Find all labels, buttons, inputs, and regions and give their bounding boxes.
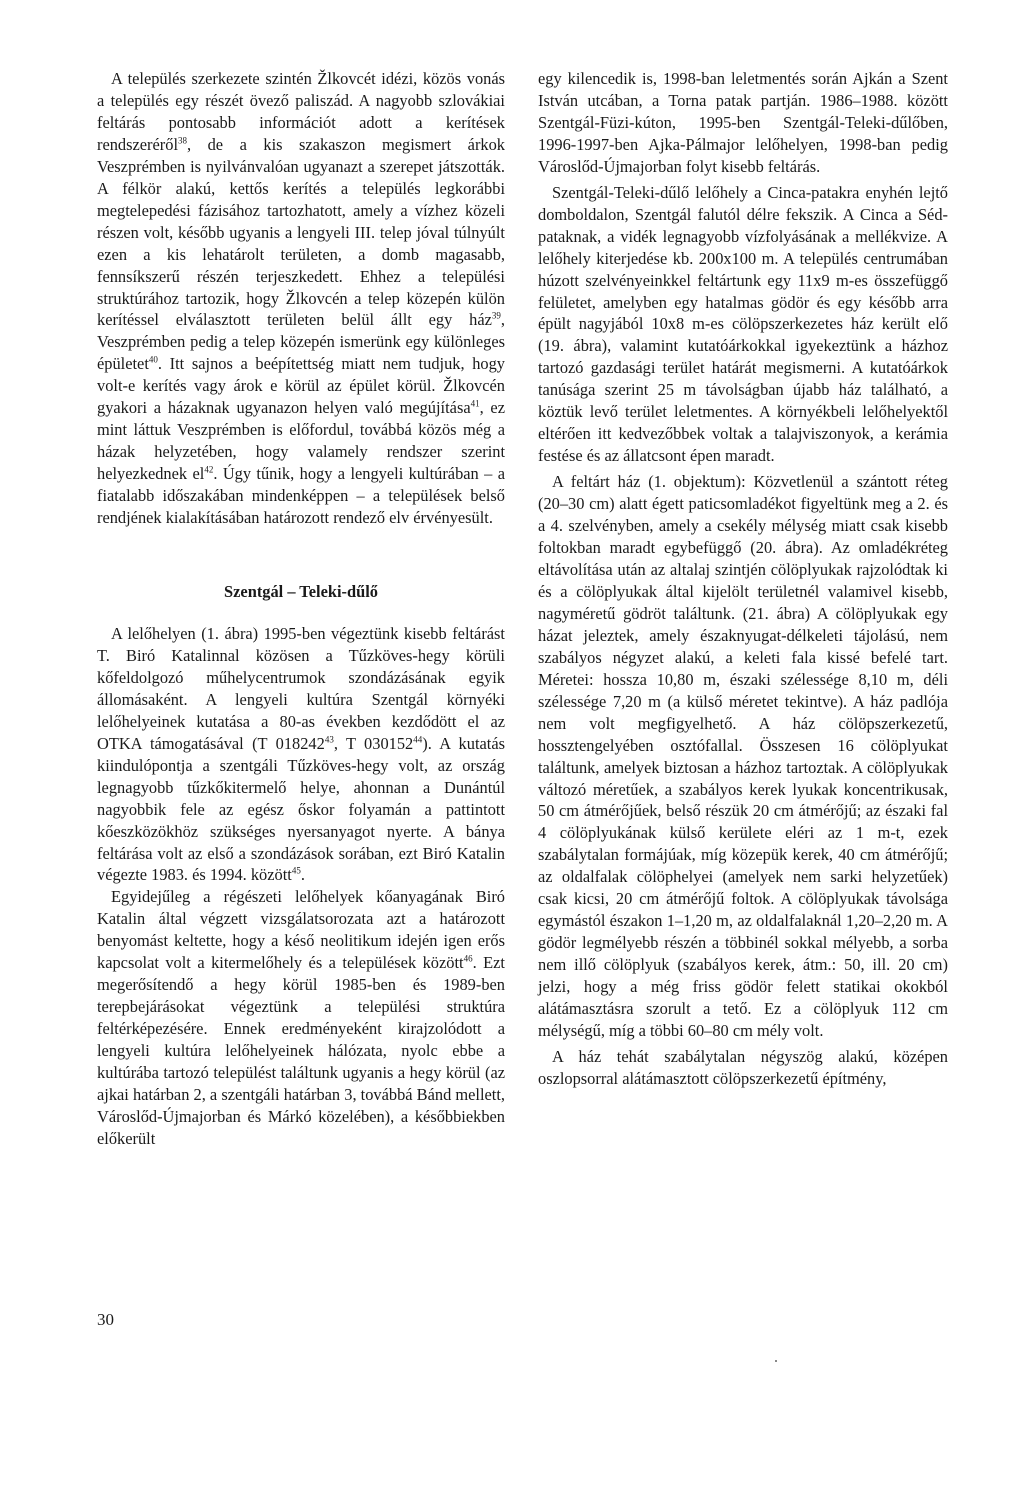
text-run: , T 030152 <box>333 733 414 753</box>
paragraph <box>97 68 505 529</box>
paragraph: Szentgál-Teleki-dűlő lelőhely a Cinca-patakra enyhén lejtő domboldalon, Szentgál falutól délre fekszik. A Cinca a Séd-pataknak, a vidék legnagyobb vízfolyásának a mellékvize. A lelőhely kiterjedése kb. 200x100 m. A település centrumában húzott szelvényeinkkel feltártunk egy 11x9 m-es összefüggő felületet, amelyben egy hatalmas gödör és egy később arra épült nagyjából 10x8 m-es cölöpszerkezetes ház került elő (19. ábra), valamint kutatóárkokkal igyekeztünk a házhoz tartozó gazdasági terület határát megismerni. A kutatóárkok tanúsága szerint 25 m távolságban újabb ház található, a köztük levő terület leletmentes. A környékbeli lelőhelyektől eltérően itt kedvezőbbek voltak a talajviszonyok, a kerámia festése és az állatcsont épen maradt. <box>538 182 948 466</box>
footnote-ref[interactable]: 39 <box>491 311 501 322</box>
footnote-ref[interactable]: 43 <box>324 734 334 745</box>
section-heading: Szentgál – Teleki-dűlő <box>224 582 378 602</box>
text-run: . Úgy tűnik, hogy a lengyeli kultúrában – a fiatalabb időszakában mindenképpen – a települések belső rendjének kialakításában határozott rendező elv érvényesült. <box>97 464 505 528</box>
paragraph <box>97 886 505 1149</box>
text-run: . <box>300 865 305 885</box>
scan-speck <box>775 1360 777 1362</box>
paragraph <box>97 623 505 886</box>
footnote-ref[interactable]: 40 <box>148 354 158 365</box>
paragraph: A ház tehát szabálytalan négyszög alakú, középen oszlopsorral alátámasztott cölöpszerkezetű építmény, <box>538 1046 948 1088</box>
text-run: , Veszprémben pedig a telep közepén ismerünk egy különleges épületet <box>97 310 505 374</box>
text-run: ). A kutatás kiindulópontja a szentgáli Tűzköves-hegy volt, az ország legnagyobb tűzkőkitermelő helye, ahonnan a Dunántúl nagyobbik fele az egész őskor folyamán a pattintott kőeszközökhöz szükséges nyersanyagot nyerte. A bánya feltárása volt az első a szondázások sorában, ezt Biró Katalin végezte 1983. és 1994. között <box>97 733 505 885</box>
footnote-ref[interactable]: 44 <box>413 734 423 745</box>
footnote-ref[interactable]: 41 <box>470 398 480 409</box>
paragraph: A feltárt ház (1. objektum): Közvetlenül a szántott réteg (20–30 cm) alatt égett paticsomladékot figyeltünk meg a 2. és a 4. szelvényben, amely a csekély mélység miatt csak kisebb foltokban maradt egybefüggő (20. ábra). Az omladékréteg eltávolítása után az altalaj szintjén cölöplyukak rajzolódtak ki és a cölöplyukak által kijelölt területnél valamivel kisebb, nagyméretű gödröt találtunk. (21. ábra) A cölöplyukak egy házat jeleztek, amely északnyugat-délkeleti tájolású, nem szabályos négyzet alakú, a keleti fala kissé befelé tart. Méretei: hossza 10,80 m, északi szélessége 8,10 m, déli szélessége 7,20 m (a külső méretet tekintve). A ház padlója nem volt megfigyelhető. A ház cölöpszerkezetű, hossztengelyében osztófallal. Összesen 16 cölöplyukat találtunk, amelyek biztosan a házhoz tartoztak. A cölöplyukak változó méretűek, a szabályos kerek lyukak koncentrikusak, 50 cm átmérőjűek, belső részük 20 cm átmérőjű; az északi fal 4 cölöplyukának külső kerülete eléri az 1 m-t, ezek szabálytalan formájúak, míg közepük kerek, 40 cm átmérőjű; az oldalfalak cölöphelyei (amelyek nem sarki helyzetűek) csak kicsi, 20 cm átmérőjű foltok. A cölöplyukak távolsága egymástól északon 1–1,20 m, az oldalfalaknál 1,20–2,20 m. A gödör legmélyebb részén a többinél sokkal mélyebb, a sorba nem illő cölöplyuk (szabályos kerek, átm.: 50, ill. 20 cm) jelzi, hogy a még friss gödör felett statikai okokból alátámasztásra szorult a tető. Ez a cölöplyuk 112 cm mélységű, míg a többi 60–80 cm mély volt. <box>538 472 948 1040</box>
left-column <box>97 68 505 1150</box>
text-run: . Itt sajnos a beépítettség miatt nem tudjuk, hogy volt-e kerítés vagy árok e körül az épület körül. Žlkovcén gyakori a házaknak ugyanazon helyen való megújítása <box>97 354 505 418</box>
text-run: , de a kis szakaszon megismert árkok Veszprémben is nyilvánvalóan ugyanazt a szerepet játszották. A félkör alakú, kettős kerítés a település legkorábbi megtelepedési fázisához tartozhatott, amely a vízhez közeli részen volt, később ugyanis a lengyeli III. telep jóval túlnyúlt ezen a kis lehatárolt területen, a domb magasabb, fennsíkszerű részén terjeszkedett. Ehhez a települési struktúrához tartozik, hogy Žlkovcén a telep közepén külön kerítéssel elválasztott területen belül állt egy ház <box>97 134 505 330</box>
footnote-ref[interactable]: 46 <box>463 953 473 964</box>
right-column <box>538 68 948 1090</box>
text-run: , ez mint láttuk Veszprémben is előfordul, továbbá közös még a házak helyzetében, hogy valamely rendszer szerint helyezkednek el <box>97 398 505 484</box>
footnote-ref[interactable]: 45 <box>291 865 301 876</box>
footnote-ref[interactable]: 42 <box>204 464 214 475</box>
paragraph: egy kilencedik is, 1998-ban leletmentés során Ajkán a Szent István utcában, a Torna patak partján. 1986–1988. között Szentgál-Füzi-kúton, 1995-ben Szentgál-Teleki-dűlőben, 1996-1997-ben Ajka-Pálmajor lelőhelyen, 1998-ban pedig Városlőd-Újmajorban folyt kisebb feltárás. <box>538 69 948 176</box>
text-run: A település szerkezete szintén Žlkovcét idézi, közös vonás a település egy részét övező paliszád. A nagyobb szlovákiai feltárás pontosabb információt adott a kerítések rendszeréről <box>97 69 505 154</box>
text-run: A lelőhelyen (1. ábra) 1995-ben végeztünk kisebb feltárást T. Biró Katalinnal közösen a Tűzköves-hegy körüli kőfeldolgozó műhelycentrumok szondázásának egyik állomásaként. A lengyeli kultúra Szentgál környéki lelőhelyeinek kutatása a 80-as években kezdődött el az OTKA támogatásával (T 018242 <box>97 623 505 753</box>
footnote-ref[interactable]: 38 <box>178 135 187 146</box>
text-run: . Ezt megerősítendő a hegy körül 1985-ben és 1989-ben terepbejárásokat végeztünk a települési struktúra feltérképezésére. Ennek eredményeként kirajzolódott a lengyeli kultúra lelőhelyeinek hálózata, nyolc ebbe a kultúrába tartozó települést találtunk ugyanis a hegy körül (az ajkai határban 2, a szentgáli határban 3, továbbá Bánd mellett, Városlőd-Újmajorban és Márkó közelében), a későbbiekben előkerült <box>97 953 505 1148</box>
text-run: Egyidejűleg a régészeti lelőhelyek kőanyagának Biró Katalin által végzett vizsgálatsorozata azt a határozott benyomást keltette, hogy a késő neolitikum idején igen erős kapcsolat volt a kitermelőhely és a települések között <box>97 887 505 973</box>
page-number: 30 <box>97 1310 114 1329</box>
